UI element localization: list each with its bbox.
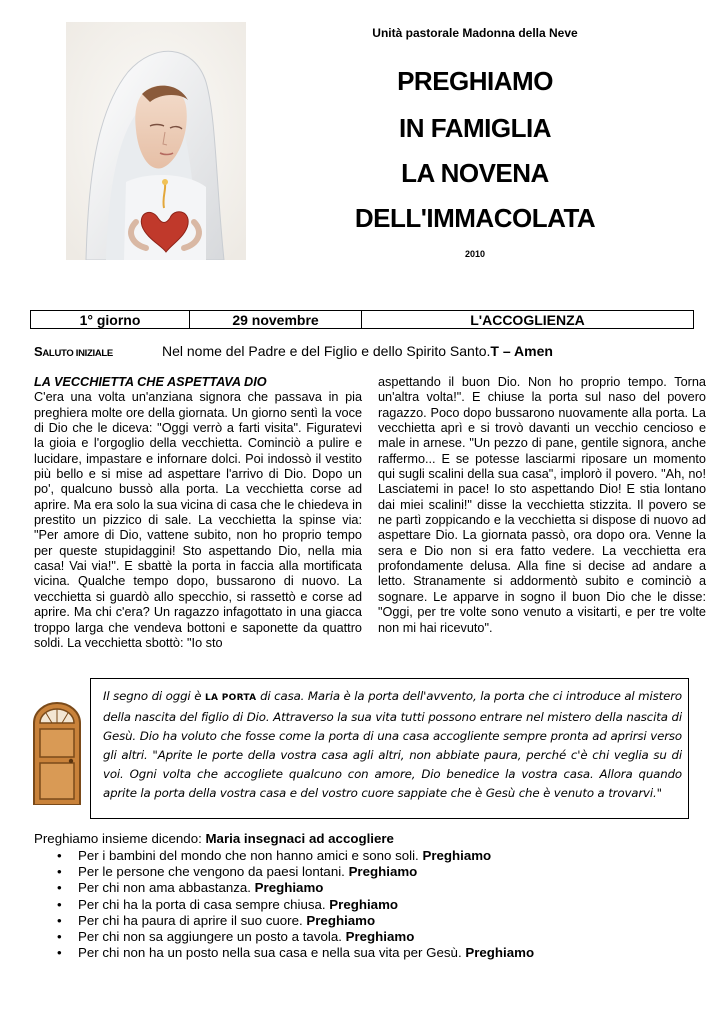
prayer-intro-text: Preghiamo insieme dicendo: (34, 831, 206, 846)
greeting-label-initial: S (34, 344, 43, 359)
prayer-item (57, 929, 534, 945)
prayer-item (57, 945, 534, 961)
title-line-1: PREGHIAMO (397, 66, 553, 96)
prayer-refrain: Preghiamo (345, 929, 415, 945)
parish-name: Unità pastorale Madonna della Neve (372, 26, 578, 40)
door-icon (32, 701, 82, 805)
greeting-text: Nel nome del Padre e del Figlio e dello Spirito Santo. (162, 343, 491, 359)
prayer-item (57, 848, 534, 864)
prayer-item-text: Per chi non ama abbastanza. (78, 880, 255, 896)
prayer-refrain: Preghiamo (254, 880, 324, 896)
greeting-label (34, 344, 162, 359)
prayer-refrain: Preghiamo (348, 864, 418, 880)
title-line-4: DELL'IMMACOLATA (354, 203, 596, 233)
madonna-portrait-image (66, 22, 246, 260)
prayer-item (57, 864, 534, 880)
prayer-response: Maria insegnaci ad accogliere (205, 831, 394, 846)
year: 2010 (464, 249, 486, 259)
sign-of-the-day-box (90, 678, 689, 819)
day-number: 1° giorno (31, 311, 190, 328)
sign-text-before: Il segno di oggi è (103, 689, 205, 703)
day-date: 29 novembre (190, 311, 362, 328)
story-column-left (34, 375, 362, 651)
greeting-label-rest: ALUTO INIZIALE (42, 348, 113, 359)
story-text-right: aspettando il buon Dio. Non ho proprio tempo. Torna un'altra volta!". E chiuse la porta sul naso del povero ragazzo. Poco dopo bussarono nuovamente alla porta. La vecchietta aprì e si trovò davanti un vecchio cencioso e male in arnese. "Un pezzo di pane, gentile signora, anche raffermo... E se potesse lasciarmi riposare un momento qui sugli scalini della sua casa", implorò il povero. "Ah, no! Lasciatemi in pace! Io sto aspettando Dio! E stia lontano dai miei scalini!" disse la vecchietta stizzita. Il povero se ne partì zoppicando e la vecchietta si dispose di nuovo ad aspettare Dio. La giornata passò, ora dopo ora. Venne la sera e Dio non si era fatto vedere. La vecchietta era profondamente delusa. Alla fine si decise ad andare a letto. Stranamente si addormentò subito e cominciò a sognare. Le apparve in sogno il buon Dio che le disse: "Oggi, per tre volte sono venuto a visitarti, e per tre volte non mi hai ricevuto". (378, 375, 706, 635)
sign-text-after: di casa. Maria è la porta dell'avvento, la porta che ci introduce al mistero della nascita del figlio di Dio. Attraverso la sua vita tutti possono entrare nel mistero della nascita di Gesù. Dio ha voluto che fosse come la porta di una casa accogliente sempre pronta ad aprirsi verso gli altri. "Aprite le porte della vostra casa agli altri, non abbiate paura, perché c'è chi veglia su di voi. Ogni volta che accogliete qualcuno con amore, Dio benedice la vostra casa. Allora quando aprite la porta della vostra casa e del vostro cuore sappiate che è Gesù che è venuto a trovarvi." (103, 689, 682, 800)
prayer-item-text: Per le persone che vengono da paesi lontani. (78, 864, 349, 880)
prayer-intro (34, 831, 394, 846)
prayer-item-text: Per i bambini del mondo che non hanno amici e sono soli. (78, 848, 423, 863)
prayer-item-text: Per chi ha paura di aprire il suo cuore. (78, 912, 307, 928)
day-theme: L'ACCOGLIENZA (470, 311, 585, 328)
day-info-table (30, 310, 694, 329)
prayer-item (57, 913, 534, 929)
sign-keyword: LA PORTA (204, 693, 257, 703)
opening-greeting (34, 343, 694, 359)
prayer-item-text: Per chi non ha un posto nella sua casa e nella sua vita per Gesù. (78, 945, 466, 961)
title-line-3: LA NOVENA (401, 158, 549, 188)
story-title: LA VECCHIETTA CHE ASPETTAVA DIO (34, 375, 267, 389)
story-text-left: C'era una volta un'anziana signora che passava in pia preghiera molte ore della giornata. Un giorno sentì la voce di Dio che le diceva: "Oggi verrò a farti visita". Figuratevi la gioia e l'orgoglio della vecchietta. Cominciò a pulire e lucidare, impastare e infornare dolci. Poi indossò il vestito più bello e si mise ad aspettare l'arrivo di Dio. Dopo un po', qualcuno bussò alla porta. La vecchietta corse ad aprire. Ma era solo la sua vicina di casa che le chiedeva in prestito un pizzico di sale. La vecchietta la spinse via: "Per amore di Dio, vattene subito, non ho proprio tempo per queste stupidaggini! Sto aspettando Dio, nella mia casa! Vai via!". E sbattè la porta in faccia alla mortificata vicina. Qualche tempo dopo, bussarono di nuovo. La vecchietta si guardò allo specchio, si rassettò e corse ad aprire. Ma chi c'era? Un ragazzo infagottato in una giacca troppo larga che vendeva bottoni e saponette da quattro soldi. La vecchietta sbottò: "Io sto (34, 390, 362, 650)
prayer-item-text: Per chi non sa aggiungere un posto a tavola. (78, 929, 346, 945)
title-line-2: IN FAMIGLIA (399, 113, 551, 143)
prayer-refrain: Preghiamo (465, 945, 535, 961)
prayer-refrain: Preghiamo (422, 848, 492, 863)
prayer-item (57, 880, 534, 896)
prayer-item-text: Per chi ha la porta di casa sempre chiusa. (78, 896, 330, 912)
greeting-response: T – Amen (490, 343, 553, 359)
prayer-refrain: Preghiamo (329, 896, 399, 912)
prayer-item (57, 897, 534, 913)
prayer-refrain: Preghiamo (306, 912, 376, 928)
prayer-list (57, 848, 534, 961)
story-column-right (378, 375, 706, 636)
